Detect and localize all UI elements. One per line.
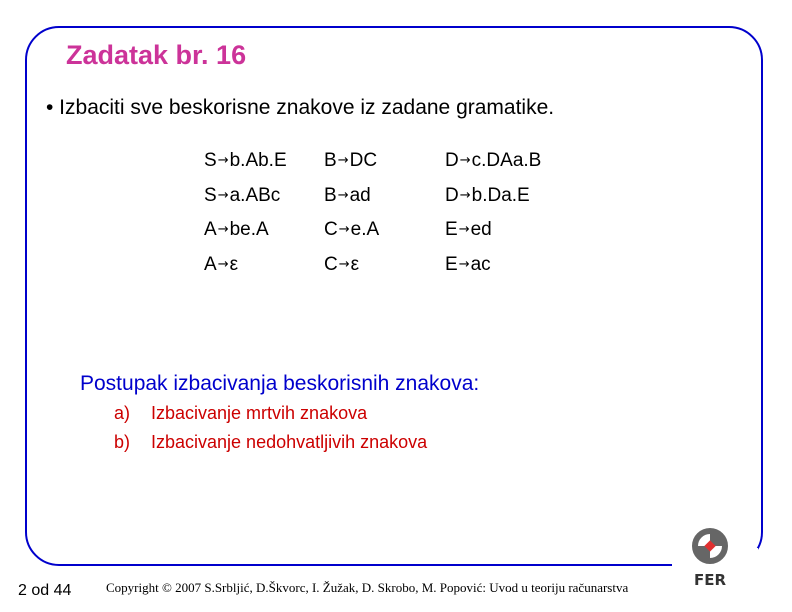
- production: [204, 150, 287, 172]
- arrow-icon: →: [217, 222, 229, 237]
- production-lhs: D: [445, 184, 459, 206]
- production-lhs: B: [324, 150, 337, 171]
- fer-logo-icon: [686, 526, 734, 590]
- arrow-icon: →: [458, 256, 470, 272]
- step-text: Izbacivanje nedohvatljivih znakova: [151, 432, 428, 452]
- arrow-icon: →: [459, 153, 471, 168]
- arrow-icon: →: [217, 153, 229, 168]
- list-item: [114, 403, 427, 432]
- production-rhs: a.ABc: [229, 184, 281, 206]
- logo-text: FER: [693, 571, 727, 589]
- production: [324, 219, 379, 241]
- production-rhs: b.Ab.E: [229, 150, 287, 171]
- production: [445, 254, 491, 276]
- arrow-icon: →: [337, 187, 349, 203]
- page-number: 2 od 44: [18, 582, 72, 599]
- production-rhs: c.DAa.B: [471, 150, 542, 171]
- arrow-icon: →: [338, 222, 350, 237]
- production-lhs: S: [204, 184, 217, 206]
- production-lhs: D: [445, 150, 459, 171]
- production: [445, 150, 541, 172]
- production-rhs: e.A: [350, 219, 380, 240]
- production-lhs: B: [324, 184, 337, 206]
- slide-title: Zadatak br. 16: [66, 40, 247, 70]
- arrow-icon: →: [459, 187, 471, 203]
- production-lhs: E: [445, 219, 458, 240]
- arrow-icon: →: [338, 256, 350, 272]
- procedure-heading: Postupak izbacivanja beskorisnih znakova:: [80, 372, 480, 395]
- step-marker: b): [114, 432, 131, 452]
- production-rhs: ed: [470, 219, 492, 240]
- production: [204, 185, 280, 207]
- task-bullet: • Izbaciti sve beskorisne znakove iz zadane gramatike.: [46, 96, 555, 119]
- production-lhs: A: [204, 253, 217, 275]
- production-rhs: ad: [349, 184, 371, 206]
- arrow-icon: →: [458, 222, 470, 237]
- production-lhs: C: [324, 253, 338, 275]
- production-rhs: b.Da.E: [471, 184, 530, 206]
- step-text: Izbacivanje mrtvih znakova: [151, 403, 368, 423]
- production-rhs: ε: [350, 253, 360, 275]
- production-rhs: ε: [229, 253, 239, 275]
- copyright-text: Copyright © 2007 S.Srbljić, D.Škvorc, I. Žužak, D. Skrobo, M. Popović: Uvod u teoriju računarstva: [106, 580, 629, 595]
- arrow-icon: →: [337, 153, 349, 168]
- production-rhs: be.A: [229, 219, 269, 240]
- production-lhs: C: [324, 219, 338, 240]
- production: [324, 185, 371, 207]
- production-lhs: E: [445, 253, 458, 275]
- list-item: [114, 432, 427, 461]
- production: [445, 185, 530, 207]
- step-marker: a): [114, 403, 131, 423]
- production-lhs: S: [204, 150, 217, 171]
- production: [204, 254, 238, 276]
- production-rhs: DC: [349, 150, 378, 171]
- production: [445, 219, 492, 241]
- arrow-icon: →: [217, 256, 229, 272]
- production: [324, 150, 377, 172]
- production-lhs: A: [204, 219, 217, 240]
- production-rhs: ac: [470, 253, 491, 275]
- arrow-icon: →: [217, 187, 229, 203]
- production: [324, 254, 359, 276]
- steps-list: [114, 403, 427, 461]
- production: [204, 219, 269, 241]
